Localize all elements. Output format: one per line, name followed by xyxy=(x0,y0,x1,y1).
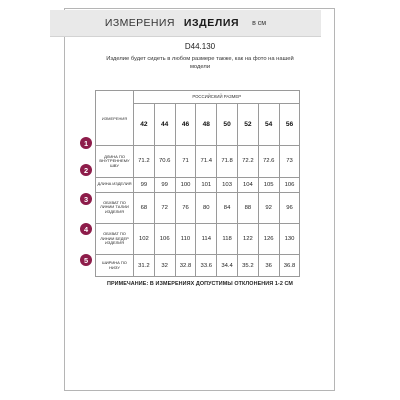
measurement-value: 36 xyxy=(258,255,279,277)
measurement-value: 68 xyxy=(134,192,155,223)
title-unit: в см xyxy=(252,19,267,27)
measurement-value: 72.2 xyxy=(237,146,258,177)
model-code: D44.130 xyxy=(184,42,216,51)
size-table xyxy=(95,90,300,277)
row-number-badge: 1 xyxy=(80,137,92,149)
measurement-value: 92 xyxy=(258,192,279,223)
measurement-value: 118 xyxy=(217,223,238,254)
table-row xyxy=(96,192,300,223)
measurement-value: 71.2 xyxy=(134,146,155,177)
measurement-value: 102 xyxy=(134,223,155,254)
fit-note: Изделие будет сидеть в любом размере также, как на фото на нашей модели xyxy=(106,56,294,70)
measurement-value: 73 xyxy=(279,146,300,177)
measurement-value: 32 xyxy=(154,255,175,277)
measurement-value: 35.2 xyxy=(237,255,258,277)
title-garment: ИЗДЕЛИЯ xyxy=(183,17,240,29)
table-row xyxy=(96,255,300,277)
measurement-value: 31.2 xyxy=(134,255,155,277)
measurement-value: 96 xyxy=(279,192,300,223)
measurement-value: 34.4 xyxy=(217,255,238,277)
measurement-value: 32.8 xyxy=(175,255,196,277)
measurement-label: ОБХВАТ ПО ЛИНИИ ТАЛИИ ИЗДЕЛИЯ xyxy=(96,192,134,223)
measurement-value: 101 xyxy=(196,177,217,192)
measurement-value: 72 xyxy=(154,192,175,223)
measurement-value: 80 xyxy=(196,192,217,223)
size-header: 42 xyxy=(134,103,155,146)
size-system-header: РОССИЙСКИЙ РАЗМЕР xyxy=(134,91,300,104)
row-number-badge: 4 xyxy=(80,223,92,235)
measurement-value: 104 xyxy=(237,177,258,192)
measurement-value: 103 xyxy=(217,177,238,192)
row-number-badges xyxy=(80,133,96,273)
row-number-badge: 3 xyxy=(80,193,92,205)
size-header: 46 xyxy=(175,103,196,146)
measurement-value: 99 xyxy=(134,177,155,192)
measurement-value: 114 xyxy=(196,223,217,254)
measurement-value: 105 xyxy=(258,177,279,192)
measurement-value: 106 xyxy=(154,223,175,254)
size-header: 48 xyxy=(196,103,217,146)
title-bar xyxy=(50,10,321,37)
measurement-label: ДЛИНА ПО ВНУТРЕННЕМУ ШВУ xyxy=(96,146,134,177)
measurement-value: 106 xyxy=(279,177,300,192)
measurement-value: 84 xyxy=(217,192,238,223)
measurement-value: 72.6 xyxy=(258,146,279,177)
size-header: 54 xyxy=(258,103,279,146)
measurement-value: 100 xyxy=(175,177,196,192)
table-header-row xyxy=(96,91,300,104)
size-header: 56 xyxy=(279,103,300,146)
size-header: 52 xyxy=(237,103,258,146)
measurement-label: ШИРИНА ПО НИЗУ xyxy=(96,255,134,277)
table-row xyxy=(96,223,300,254)
measurement-value: 71.4 xyxy=(196,146,217,177)
table-row xyxy=(96,177,300,192)
measurement-value: 71.8 xyxy=(217,146,238,177)
title-measurements: ИЗМЕРЕНИЯ xyxy=(104,17,175,29)
measurement-label: ДЛИНА ИЗДЕЛИЯ xyxy=(96,177,134,192)
row-number-badge: 5 xyxy=(80,254,92,266)
measurement-value: 88 xyxy=(237,192,258,223)
footnote: ПРИМЕЧАНИЕ: В ИЗМЕРЕНИЯХ ДОПУСТИМЫ ОТКЛОНЕНИЯ 1-2 СМ xyxy=(106,281,294,287)
measurement-value: 33.6 xyxy=(196,255,217,277)
measurement-value: 122 xyxy=(237,223,258,254)
row-number-badge: 2 xyxy=(80,164,92,176)
measurement-value: 130 xyxy=(279,223,300,254)
table-row xyxy=(96,146,300,177)
measurement-value: 71 xyxy=(175,146,196,177)
measurement-value: 126 xyxy=(258,223,279,254)
measurement-value: 76 xyxy=(175,192,196,223)
measurement-value: 110 xyxy=(175,223,196,254)
measurement-value: 36.8 xyxy=(279,255,300,277)
measurement-label: ОБХВАТ ПО ЛИНИИ БЕДЕР ИЗДЕЛИЯ xyxy=(96,223,134,254)
size-header: 44 xyxy=(154,103,175,146)
measurements-header: ИЗМЕРЕНИЯ xyxy=(96,91,134,146)
size-header: 50 xyxy=(217,103,238,146)
measurement-value: 99 xyxy=(154,177,175,192)
measurement-value: 70.6 xyxy=(154,146,175,177)
